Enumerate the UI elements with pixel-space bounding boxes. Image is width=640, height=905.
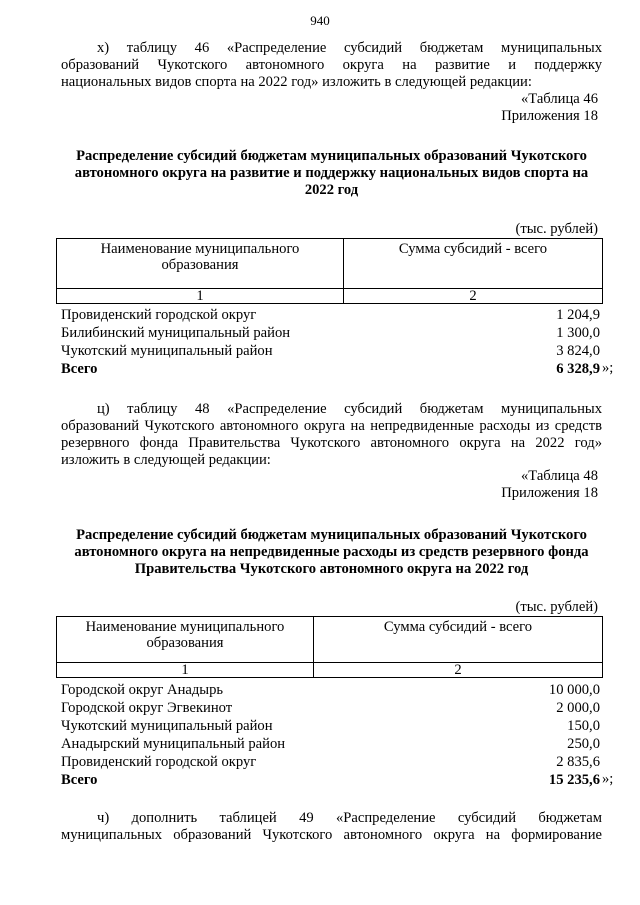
item-ts-line-4: изложить в следующей редакции:: [61, 452, 271, 468]
table-46-heading-line-1: Распределение субсидий бюджетам муниципальных образований Чукотского: [76, 148, 587, 164]
table-48-total-row: Всего 15 235,6: [61, 772, 600, 788]
table-48-heading: [61, 527, 602, 578]
table-48-col1-num: 1: [57, 663, 314, 678]
ref-table-46: «Таблица 46: [520, 91, 598, 107]
table-46-total-row: Всего 6 328,9: [61, 361, 600, 377]
table-46-heading: [61, 148, 602, 199]
table-46-rows: [61, 306, 600, 378]
table-46-col1-num: 1: [57, 289, 344, 304]
table-48-heading-line-3: Правительства Чукотского автономного округа на 2022 год: [134, 561, 529, 577]
item-ts-line-3: резервного фонда Правительства Чукотского автономного округа на 2022 год»: [61, 435, 602, 451]
item-x-line-1: х) таблицу 46 «Распределение субсидий бюджетам муниципальных: [97, 40, 602, 56]
table-row: Чукотский муниципальный район 150,0: [61, 718, 600, 734]
table-48-close-quote: »;: [602, 771, 614, 787]
table-46-heading-line-3: 2022 год: [304, 182, 359, 198]
table-48-heading-line-1: Распределение субсидий бюджетам муниципальных образований Чукотского: [76, 527, 587, 543]
item-ch-line-1: ч) дополнить таблицей 49 «Распределение субсидий бюджетам: [97, 810, 602, 826]
table-46-col2-num: 2: [344, 289, 603, 304]
table-46-col1-header: Наименование муниципального образования: [57, 239, 344, 289]
item-ch-paragraph: [61, 810, 602, 844]
table-row: Чукотский муниципальный район 3 824,0: [61, 343, 600, 359]
ref-table-48: «Таблица 48: [520, 468, 598, 484]
table-48-col1-header: Наименование муниципального образования: [57, 617, 314, 663]
table-row: Провиденский городской округ 2 835,6: [61, 754, 600, 770]
table-48-units: (тыс. рублей): [515, 599, 598, 615]
table-row: Городской округ Эгвекинот 2 000,0: [61, 700, 600, 716]
table-48-col2-num: 2: [314, 663, 603, 678]
item-ts-line-2: образований Чукотского автономного округа на непредвиденные расходы из средств: [61, 418, 602, 434]
item-ts-ref: [501, 468, 598, 502]
item-x-line-2: образований Чукотского автономного округа на развитие и поддержку: [61, 57, 602, 73]
table-48-col2-header: Сумма субсидий - всего: [314, 617, 603, 663]
item-x-line-3: национальных видов спорта на 2022 год» изложить в следующей редакции:: [61, 74, 532, 90]
item-ch-line-2: муниципальных образований Чукотского автономного округа на формирование: [61, 827, 602, 843]
table-46-close-quote: »;: [602, 360, 614, 376]
item-x-ref: [501, 91, 598, 125]
item-ts-line-1: ц) таблицу 48 «Распределение субсидий бюджетам муниципальных: [97, 401, 602, 417]
table-48-heading-line-2: автономного округа на непредвиденные расходы из средств резервного фонда: [74, 544, 589, 560]
ref-appendix-18: Приложения 18: [501, 485, 598, 501]
table-row: Провиденский городской округ 1 204,9: [61, 307, 600, 323]
table-46-header: [56, 238, 603, 304]
table-row: Анадырский муниципальный район 250,0: [61, 736, 600, 752]
table-46-units: (тыс. рублей): [515, 221, 598, 237]
page-number: 940: [310, 13, 330, 28]
item-ts-paragraph: [61, 401, 602, 469]
table-46-col2-header: Сумма субсидий - всего: [344, 239, 603, 289]
table-46-heading-line-2: автономного округа на развитие и поддержку национальных видов спорта на: [74, 165, 589, 181]
table-48-rows: [61, 681, 600, 789]
table-row: Городской округ Анадырь 10 000,0: [61, 682, 600, 698]
item-x-paragraph: [61, 40, 602, 91]
table-48-header: [56, 616, 603, 678]
ref-appendix-18: Приложения 18: [501, 108, 598, 124]
table-row: Билибинский муниципальный район 1 300,0: [61, 325, 600, 341]
